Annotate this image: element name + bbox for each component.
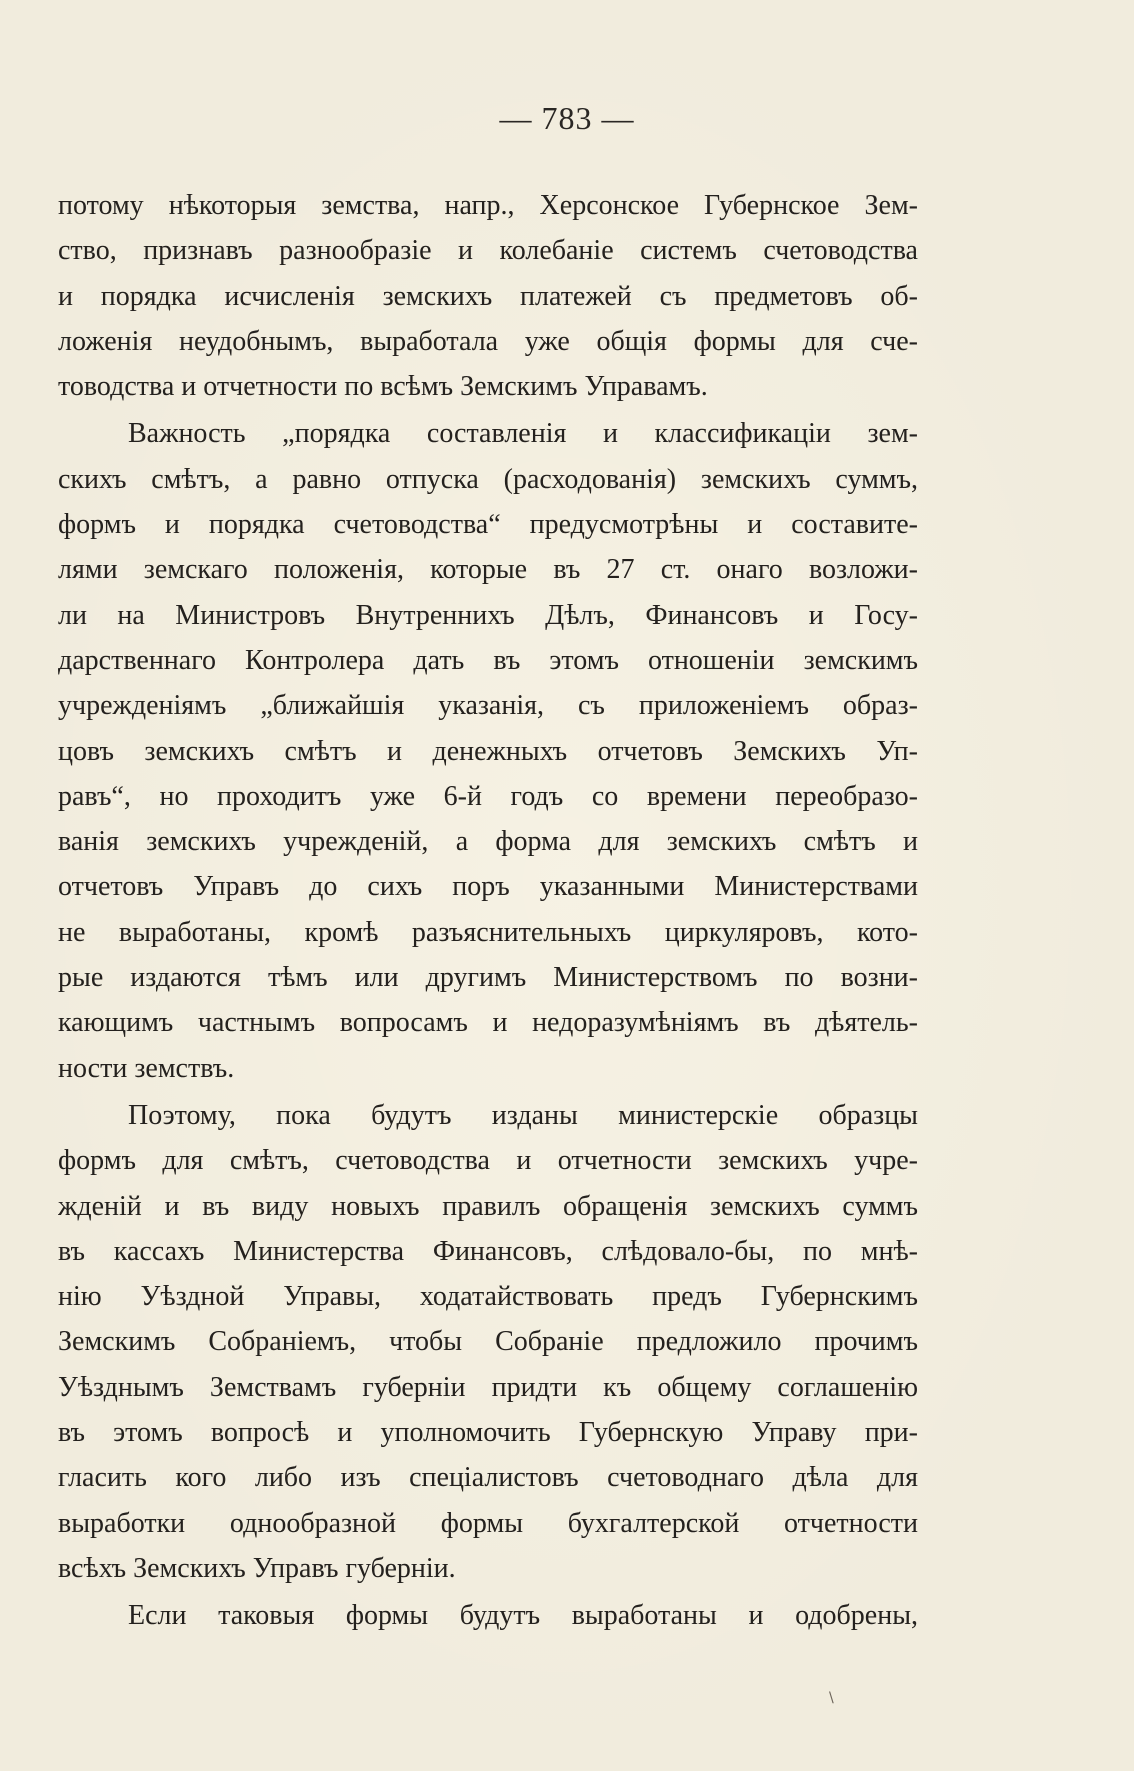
text-line: выработки однообразной формы бухгалтерской отчетности [58,1507,918,1539]
text-line: Важность „порядка составленія и классификаціи зем- [128,418,918,450]
text-line: ство, признавъ разнообразіе и колебаніе системъ счетоводства [58,235,918,267]
stray-ink-mark: \ [829,1690,834,1706]
text-line: въ кассахъ Министерства Финансовъ, слѣдовало-бы, по мнѣ- [58,1235,918,1267]
paragraph [58,411,918,1090]
body-text [58,183,918,1639]
text-line: въ этомъ вопросѣ и уполномочить Губернскую Управу при- [58,1417,918,1449]
text-line: учрежденіямъ „ближайшія указанія, съ приложеніемъ образ- [58,690,918,722]
text-line: равъ“, но проходитъ уже 6-й годъ со времени переобразо- [58,780,918,812]
text-line: нію Уѣздной Управы, ходатайствовать предъ Губернскимъ [58,1281,918,1313]
text-line: Если таковыя формы будутъ выработаны и одобрены, [128,1600,918,1632]
text-line: Уѣзднымъ Земствамъ губерніи придти къ общему соглашенію [58,1371,918,1403]
paragraph [58,1593,918,1638]
paragraph [58,183,918,409]
text-line: всѣхъ Земскихъ Управъ губерніи. [58,1552,456,1584]
page-number: — 783 — [499,100,635,136]
text-line: ванія земскихъ учрежденій, а форма для земскихъ смѣтъ и [58,826,918,858]
text-line: не выработаны, кромѣ разъяснительныхъ циркуляровъ, кото- [58,916,918,948]
text-line: цовъ земскихъ смѣтъ и денежныхъ отчетовъ Земскихъ Уп- [58,735,918,767]
text-line: гласить кого либо изъ спеціалистовъ счетоводнаго дѣла для [58,1462,918,1494]
text-line: жденій и въ виду новыхъ правилъ обращенія земскихъ суммъ [58,1190,918,1222]
text-line: рые издаются тѣмъ или другимъ Министерствомъ по возни- [58,962,918,994]
text-line: ложенія неудобнымъ, выработала уже общія формы для сче- [58,325,918,357]
text-line: Поэтому, пока будутъ изданы министерскіе образцы [128,1099,918,1131]
paragraph [58,1093,918,1591]
text-line: товодства и отчетности по всѣмъ Земскимъ Управамъ. [58,371,708,403]
text-line: отчетовъ Управъ до сихъ поръ указанными Министерствами [58,871,918,903]
text-line: формъ и порядка счетоводства“ предусмотрѣны и составите- [58,509,918,541]
text-line: дарственнаго Контролера дать въ этомъ отношеніи земскимъ [58,644,918,676]
text-line: ности земствъ. [58,1052,235,1084]
text-line: формъ для смѣтъ, счетоводства и отчетности земскихъ учре- [58,1145,918,1177]
text-line: Земскимъ Собраніемъ, чтобы Собраніе предложило прочимъ [58,1326,918,1358]
text-line: потому нѣкоторыя земства, напр., Херсонское Губернское Зем- [58,190,918,221]
text-line: скихъ смѣтъ, а равно отпуска (расходованія) земскихъ суммъ, [58,463,918,495]
text-line: ли на Министровъ Внутреннихъ Дѣлъ, Финансовъ и Госу- [58,599,918,631]
text-line: кающимъ частнымъ вопросамъ и недоразумѣніямъ въ дѣятель- [58,1007,918,1039]
text-line: лями земскаго положенія, которые въ 27 ст. онаго возложи- [58,554,918,586]
text-line: и порядка исчисленія земскихъ платежей съ предметовъ об- [58,280,918,312]
